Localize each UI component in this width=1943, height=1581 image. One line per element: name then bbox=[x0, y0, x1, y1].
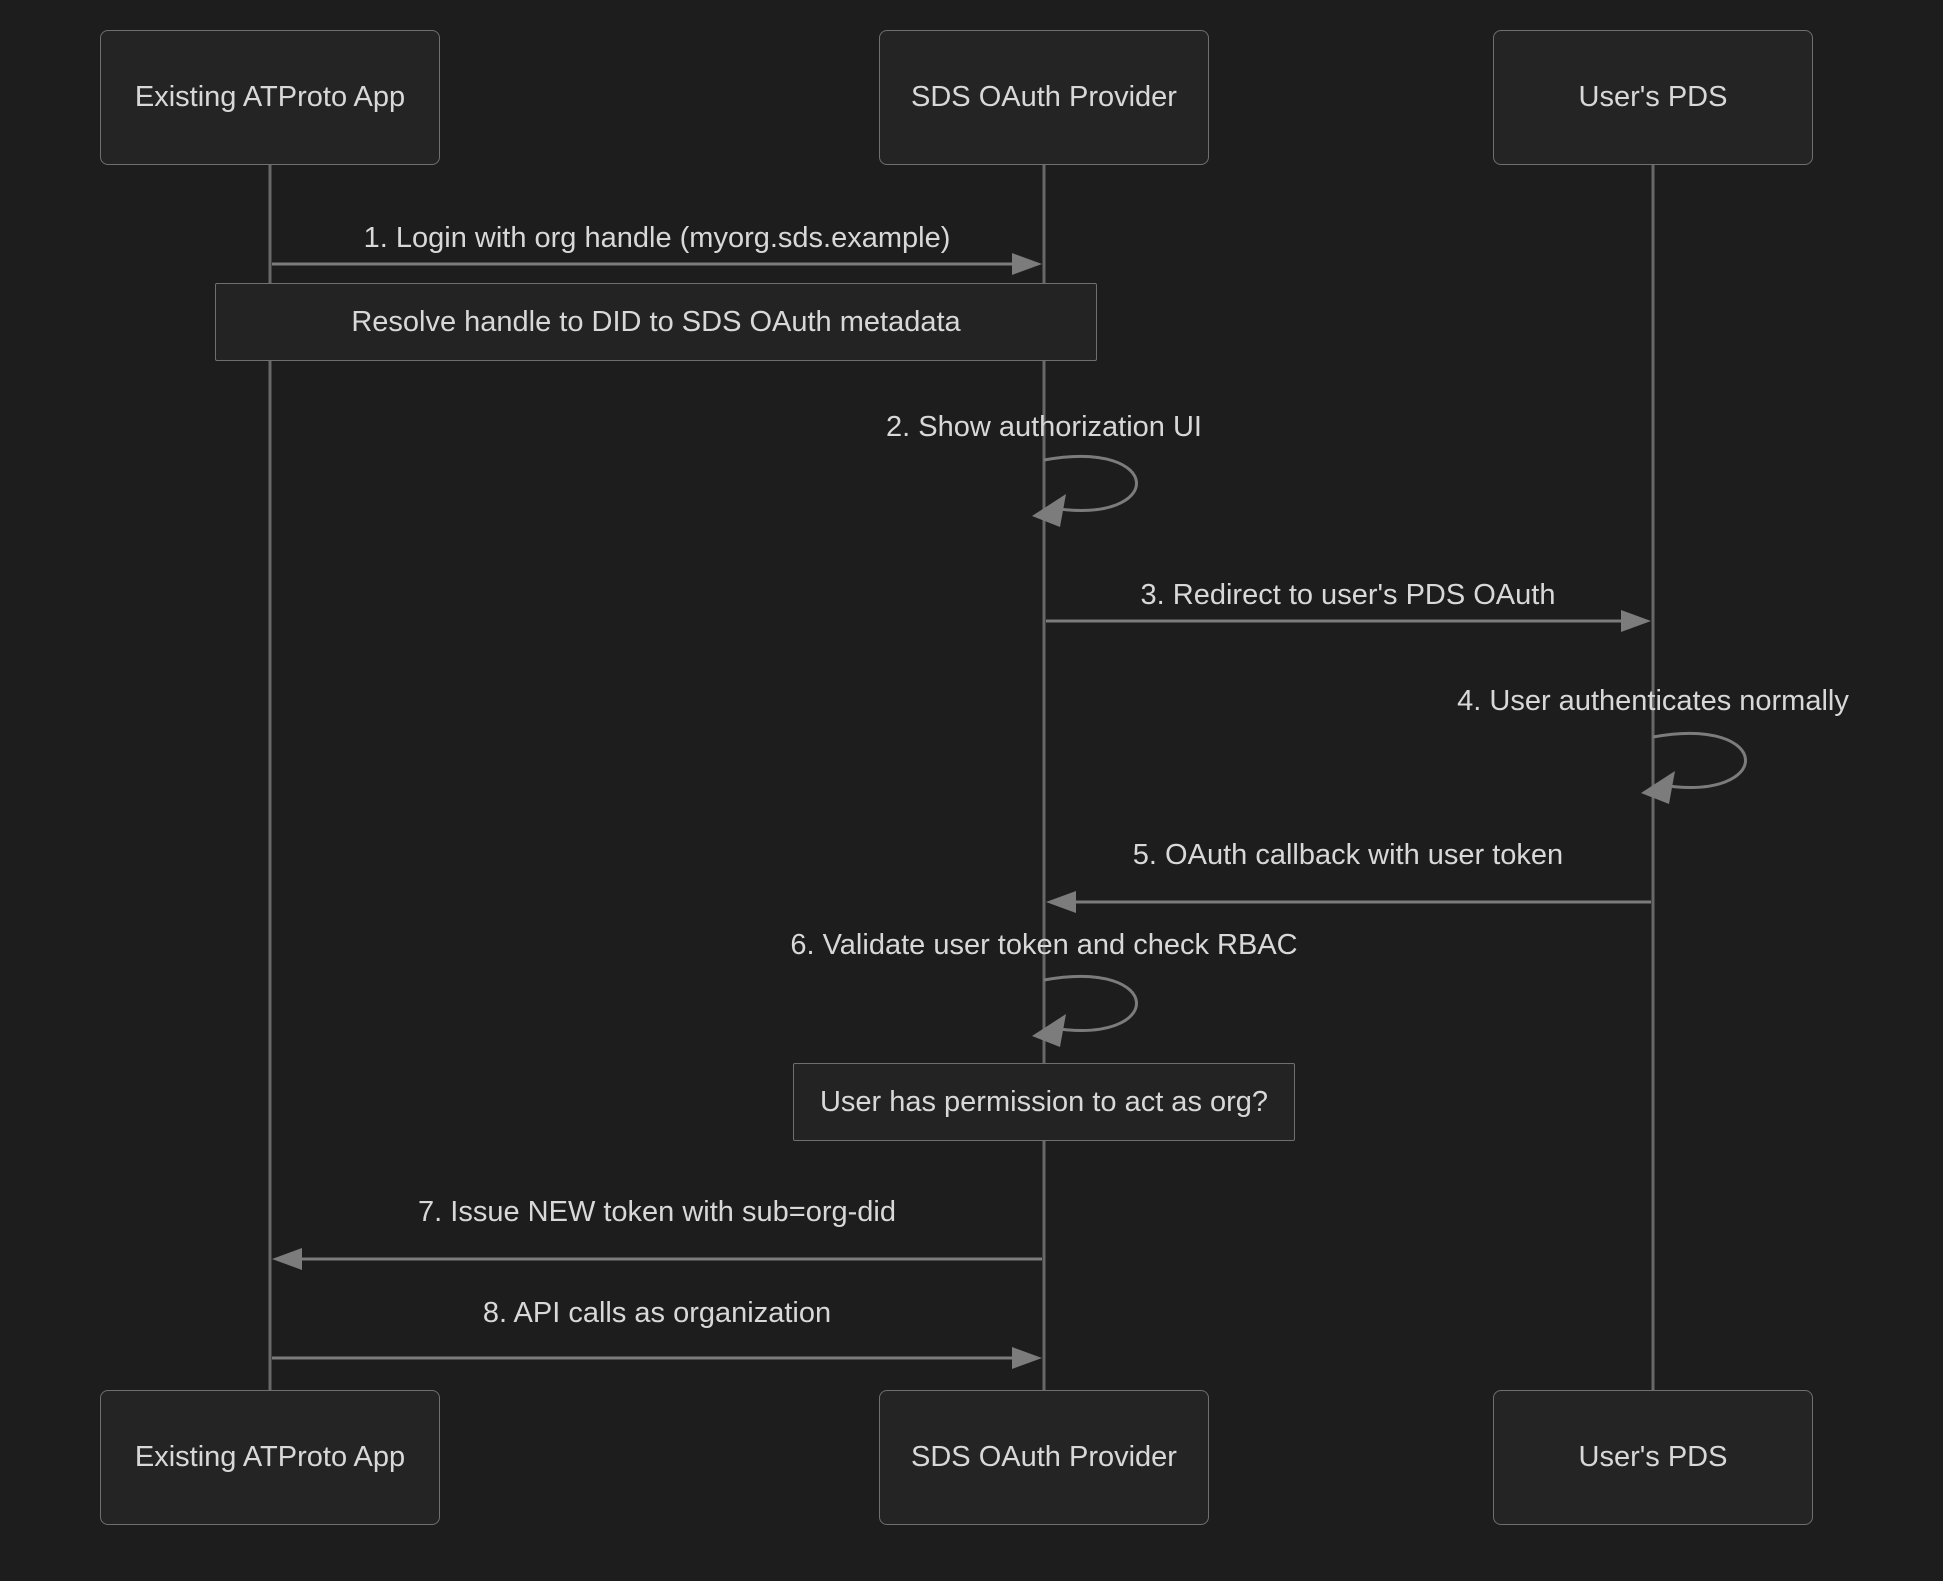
actor-sds-top-label: SDS OAuth Provider bbox=[911, 81, 1177, 113]
actor-pds-top bbox=[1493, 30, 1813, 165]
message-3-arrowhead bbox=[1621, 610, 1651, 632]
note-user-permission bbox=[793, 1063, 1295, 1141]
note-resolve-handle-label: Resolve handle to DID to SDS OAuth metadata bbox=[351, 305, 961, 338]
message-6-arrowhead bbox=[1032, 1014, 1066, 1047]
message-6-label: 6. Validate user token and check RBAC bbox=[790, 929, 1298, 961]
message-7-arrowhead bbox=[272, 1248, 302, 1270]
message-4-label: 4. User authenticates normally bbox=[1457, 685, 1849, 717]
message-2-label: 2. Show authorization UI bbox=[886, 411, 1202, 443]
actor-app-top bbox=[100, 30, 440, 165]
message-4-arrowhead bbox=[1641, 771, 1675, 804]
actor-app-bottom-label: Existing ATProto App bbox=[134, 1441, 406, 1473]
actor-pds-bottom-label: User's PDS bbox=[1578, 1441, 1728, 1473]
actor-sds-bottom bbox=[879, 1390, 1209, 1525]
actor-pds-bottom bbox=[1493, 1390, 1813, 1525]
message-3-label: 3. Redirect to user's PDS OAuth bbox=[1140, 579, 1556, 611]
actor-sds-bottom-label: SDS OAuth Provider bbox=[911, 1441, 1177, 1473]
actor-pds-top-label: User's PDS bbox=[1578, 81, 1728, 113]
message-5-arrowhead bbox=[1046, 891, 1076, 913]
note-resolve-handle bbox=[215, 283, 1097, 361]
message-7-label: 7. Issue NEW token with sub=org-did bbox=[418, 1196, 896, 1228]
message-2-arrowhead bbox=[1032, 494, 1066, 527]
actor-app-top-label: Existing ATProto App bbox=[134, 81, 406, 113]
message-8-arrowhead bbox=[1012, 1347, 1042, 1369]
actor-app-bottom bbox=[100, 1390, 440, 1525]
note-user-permission-label: User has permission to act as org? bbox=[819, 1085, 1269, 1118]
message-1-label: 1. Login with org handle (myorg.sds.example) bbox=[363, 222, 951, 254]
message-5-label: 5. OAuth callback with user token bbox=[1132, 839, 1564, 871]
message-1-arrowhead bbox=[1012, 253, 1042, 275]
message-8-label: 8. API calls as organization bbox=[482, 1297, 832, 1329]
actor-sds-top bbox=[879, 30, 1209, 165]
